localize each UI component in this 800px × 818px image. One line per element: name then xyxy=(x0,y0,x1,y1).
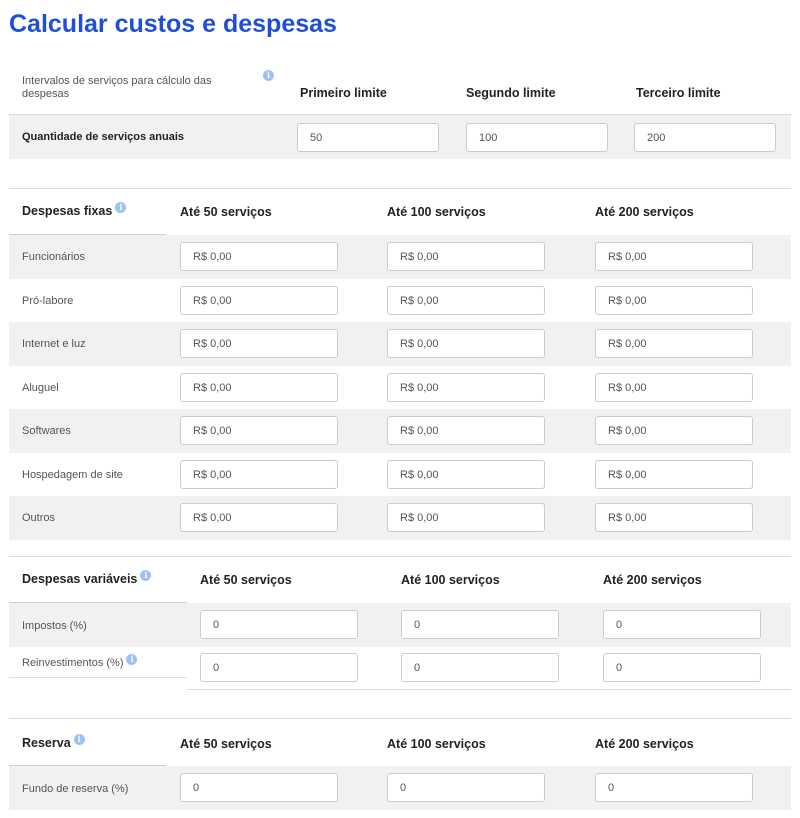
header-third-limit: Terceiro limite xyxy=(636,86,721,100)
fixed-expense-200-input[interactable] xyxy=(595,329,753,358)
info-icon[interactable]: i xyxy=(115,202,126,213)
row-label: Impostos (%) xyxy=(22,620,87,632)
row-label: Pró-labore xyxy=(22,295,74,307)
fixed-expense-100-input[interactable] xyxy=(387,460,545,489)
reinvestimentos-label-wrap xyxy=(22,654,137,669)
impostos-100-input[interactable] xyxy=(401,610,559,639)
variable-col-100: Até 100 serviços xyxy=(401,573,500,587)
row-label: Outros xyxy=(22,512,56,524)
fixed-expense-50-input[interactable] xyxy=(180,242,338,271)
reinvest-100-input[interactable] xyxy=(401,653,559,682)
row-label: Softwares xyxy=(22,425,71,437)
impostos-200-input[interactable] xyxy=(603,610,761,639)
header-first-limit: Primeiro limite xyxy=(300,86,387,100)
divider xyxy=(9,556,791,557)
fixed-expense-200-input[interactable] xyxy=(595,373,753,402)
fixed-expense-200-input[interactable] xyxy=(595,460,753,489)
variable-expenses-label: Despesas variáveis xyxy=(22,572,138,586)
page-title: Calcular custos e despesas xyxy=(9,10,337,38)
fixed-expense-200-input[interactable] xyxy=(595,503,753,532)
fixed-expense-200-input[interactable] xyxy=(595,416,753,445)
divider xyxy=(9,188,791,189)
reserve-title xyxy=(22,733,85,750)
first-limit-input[interactable] xyxy=(297,123,439,152)
row-label: Fundo de reserva (%) xyxy=(22,783,129,795)
fixed-expense-200-input[interactable] xyxy=(595,242,753,271)
fixed-expenses-title xyxy=(22,201,126,218)
impostos-50-input[interactable] xyxy=(200,610,358,639)
variable-col-50: Até 50 serviços xyxy=(200,573,292,587)
fixed-col-100: Até 100 serviços xyxy=(387,205,486,219)
fixed-expense-50-input[interactable] xyxy=(180,329,338,358)
reserve-col-100: Até 100 serviços xyxy=(387,737,486,751)
info-icon[interactable]: i xyxy=(140,570,151,581)
fixed-expense-100-input[interactable] xyxy=(387,329,545,358)
fixed-expense-50-input[interactable] xyxy=(180,460,338,489)
fixed-expense-100-input[interactable] xyxy=(387,242,545,271)
row-label: Aluguel xyxy=(22,382,59,394)
third-limit-input[interactable] xyxy=(634,123,776,152)
fixed-expense-50-input[interactable] xyxy=(180,373,338,402)
info-icon[interactable]: i xyxy=(263,70,274,81)
annual-services-label: Quantidade de serviços anuais xyxy=(22,131,185,143)
info-icon[interactable]: i xyxy=(126,654,137,665)
reserve-label: Reserva xyxy=(22,736,71,750)
fixed-expense-100-input[interactable] xyxy=(387,416,545,445)
header-second-limit: Segundo limite xyxy=(466,86,556,100)
fixed-expense-50-input[interactable] xyxy=(180,503,338,532)
reserve-50-input[interactable] xyxy=(180,773,338,802)
reserve-200-input[interactable] xyxy=(595,773,753,802)
row-label: Funcionários xyxy=(22,251,85,263)
fixed-expense-100-input[interactable] xyxy=(387,373,545,402)
reinvest-50-input[interactable] xyxy=(200,653,358,682)
variable-col-200: Até 200 serviços xyxy=(603,573,702,587)
intervals-label: Intervalos de serviços para cálculo das despesas xyxy=(22,75,212,100)
variable-expenses-title xyxy=(22,569,151,586)
row-label: Hospedagem de site xyxy=(22,469,123,481)
divider xyxy=(9,677,187,678)
second-limit-input[interactable] xyxy=(466,123,608,152)
fixed-expense-100-input[interactable] xyxy=(387,503,545,532)
fixed-col-50: Até 50 serviços xyxy=(180,205,272,219)
divider xyxy=(187,689,791,690)
fixed-expenses-label: Despesas fixas xyxy=(22,204,113,218)
reserve-col-50: Até 50 serviços xyxy=(180,737,272,751)
reserve-100-input[interactable] xyxy=(387,773,545,802)
reserve-col-200: Até 200 serviços xyxy=(595,737,694,751)
info-icon[interactable]: i xyxy=(74,734,85,745)
divider xyxy=(9,718,791,719)
row-label: Internet e luz xyxy=(22,338,86,350)
fixed-expense-100-input[interactable] xyxy=(387,286,545,315)
fixed-expense-200-input[interactable] xyxy=(595,286,753,315)
fixed-expense-50-input[interactable] xyxy=(180,416,338,445)
fixed-expense-50-input[interactable] xyxy=(180,286,338,315)
row-label: Reinvestimentos (%) xyxy=(22,657,124,669)
reinvest-200-input[interactable] xyxy=(603,653,761,682)
fixed-col-200: Até 200 serviços xyxy=(595,205,694,219)
